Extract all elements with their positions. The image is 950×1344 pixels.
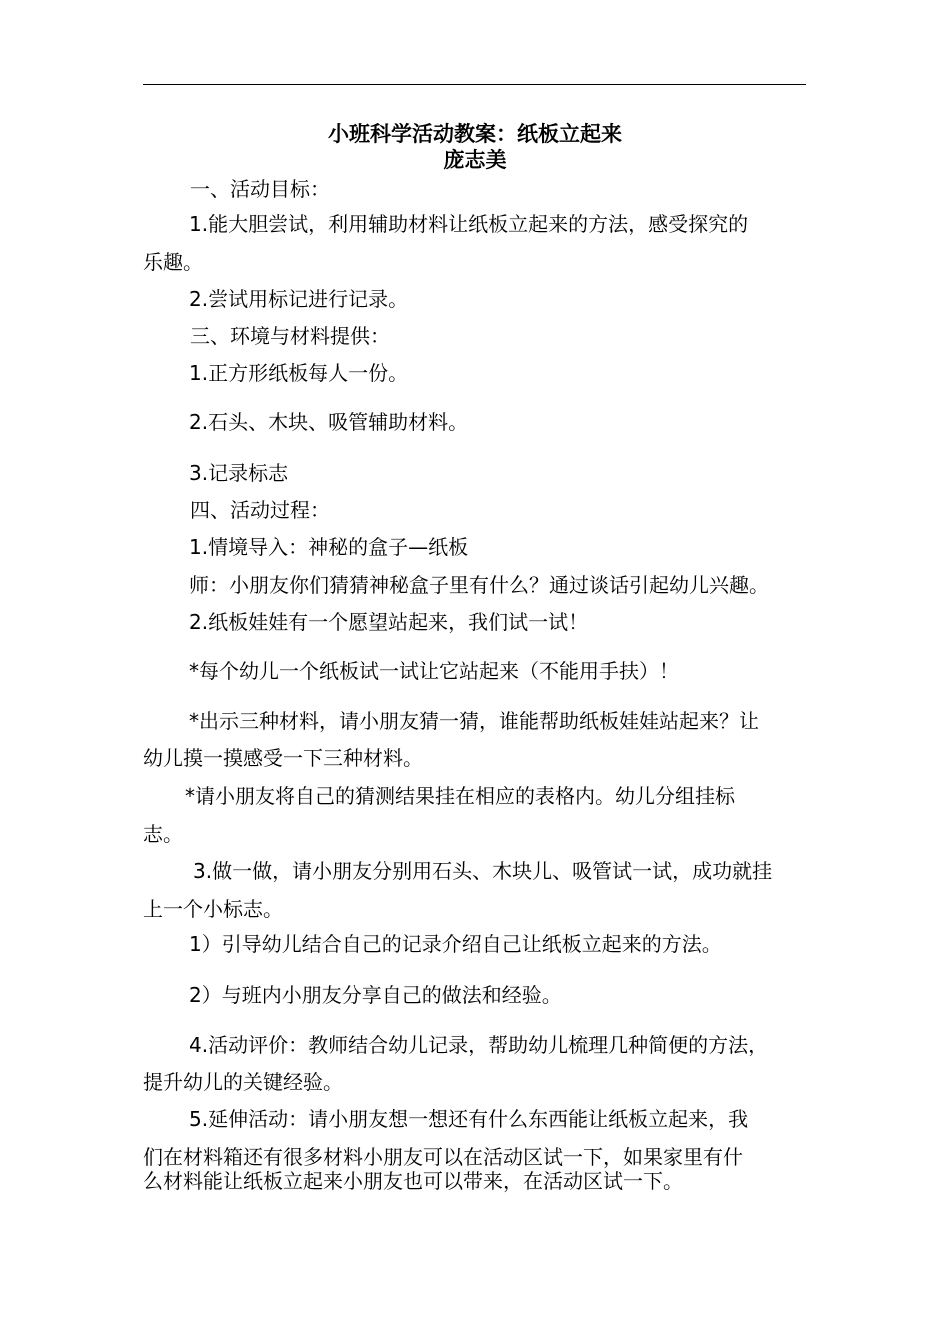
paragraph-line: 5.延伸活动：请小朋友想一想还有什么东西能让纸板立起来，我	[189, 1107, 749, 1131]
paragraph-line: *请小朋友将自己的猜测结果挂在相应的表格内。幼儿分组挂标	[185, 784, 735, 808]
paragraph-line: 4.活动评价：教师结合幼儿记录，帮助幼儿梳理几种简便的方法，	[189, 1033, 769, 1057]
paragraph-line: 么材料能让纸板立起来小朋友也可以带来，在活动区试一下。	[143, 1169, 683, 1193]
paragraph-line: 师：小朋友你们猜猜神秘盒子里有什么？通过谈话引起幼儿兴趣。	[189, 573, 769, 597]
paragraph-line: 3.做一做，请小朋友分别用石头、木块儿、吸管试一试，成功就挂	[193, 859, 773, 883]
paragraph-line: 志。	[143, 822, 183, 846]
page-title: 小班科学活动教案：纸板立起来	[328, 122, 622, 146]
paragraph-line: 3.记录标志	[189, 461, 289, 485]
paragraph-line: 2.石头、木块、吸管辅助材料。	[189, 410, 469, 434]
paragraph-line: 1）引导幼儿结合自己的记录介绍自己让纸板立起来的方法。	[189, 932, 722, 956]
paragraph-line: 幼儿摸一摸感受一下三种材料。	[143, 746, 423, 770]
paragraph-line: 上一个小标志。	[143, 897, 283, 921]
paragraph-line: 2.纸板娃娃有一个愿望站起来，我们试一试！	[189, 610, 589, 634]
paragraph-line: 1.情境导入：神秘的盒子—纸板	[189, 535, 469, 559]
paragraph-line: 提升幼儿的关键经验。	[143, 1070, 343, 1094]
header-rule	[143, 84, 806, 85]
author-name: 庞志美	[443, 148, 507, 172]
paragraph-line: 1.能大胆尝试，利用辅助材料让纸板立起来的方法，感受探究的	[189, 212, 749, 236]
paragraph-line: *每个幼儿一个纸板试一试让它站起来（不能用手扶）！	[189, 659, 679, 683]
paragraph-line: 2）与班内小朋友分享自己的做法和经验。	[189, 983, 562, 1007]
section-heading: 一、活动目标：	[190, 177, 330, 201]
paragraph-line: 们在材料箱还有很多材料小朋友可以在活动区试一下，如果家里有什	[143, 1145, 743, 1169]
paragraph-line: *出示三种材料，请小朋友猜一猜，谁能帮助纸板娃娃站起来？让	[189, 709, 759, 733]
paragraph-line: 2.尝试用标记进行记录。	[189, 287, 409, 311]
section-heading: 三、环境与材料提供：	[190, 324, 390, 348]
paragraph-line: 乐趣。	[143, 250, 203, 274]
paragraph-line: 1.正方形纸板每人一份。	[189, 361, 409, 385]
section-heading: 四、活动过程：	[190, 498, 330, 522]
